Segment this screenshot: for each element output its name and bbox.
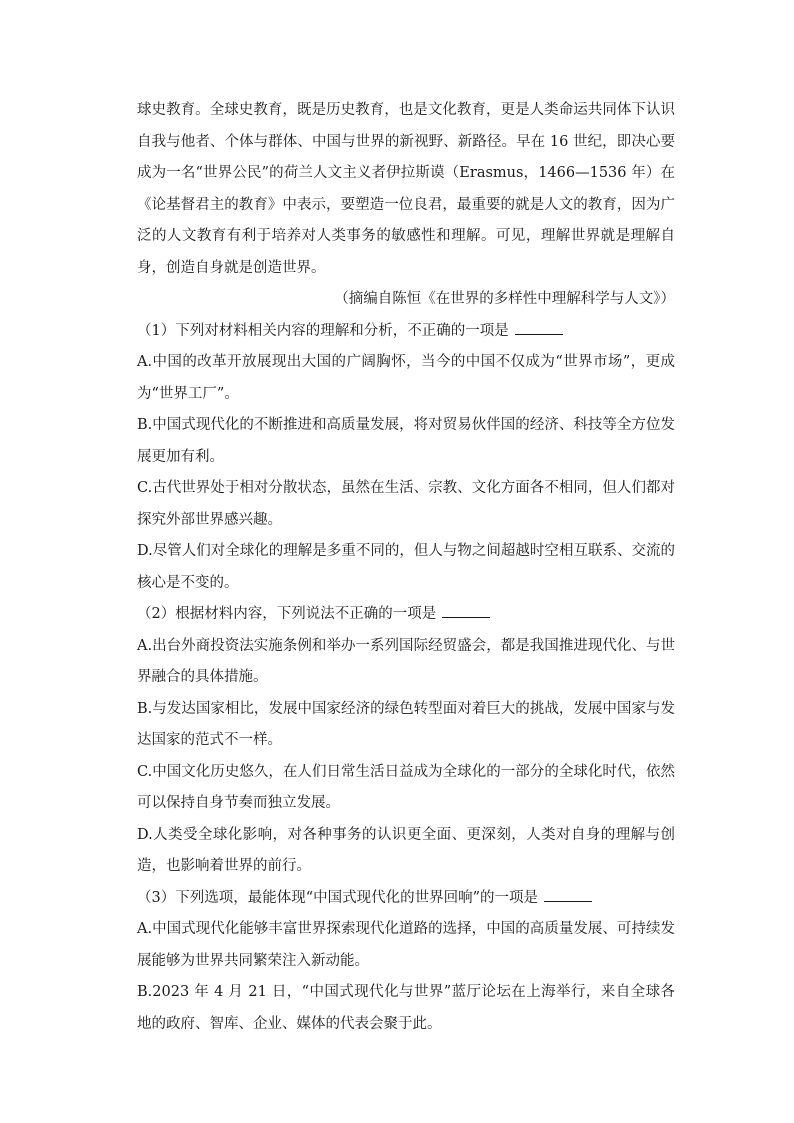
- passage-source: （摘编自陈恒《在世界的多样性中理解科学与人文》）: [334, 291, 675, 307]
- option-d: D.人类受全球化影响，对各种事务的认识更全面、更深刻，人类对自身的理解与创造，也影响着世界的前行。: [137, 826, 675, 874]
- option-a: A.中国的改革开放展现出大国的广阔胸怀，当今的中国不仅成为“世界市场”，更成为“世界工厂”。: [137, 354, 675, 402]
- option-b: B.2023 年 4 月 21 日，“中国式现代化与世界”蓝厅论坛在上海举行，来自全球各地的政府、智库、企业、媒体的代表会聚于此。: [137, 984, 675, 1032]
- answer-blank[interactable]: [544, 887, 592, 902]
- option-b: B.与发达国家相比，发展中国家经济的绿色转型面对着巨大的挑战，发展中国家与发达国家的范式不一样。: [137, 700, 675, 748]
- question-1: [137, 316, 675, 600]
- passage-text: 球史教育。全球史教育，既是历史教育，也是文化教育，更是人类命运共同体下认识自我与他者、个体与群体、中国与世界的新视野、新路径。早在 16 世纪，即决心要成为一名“世界公民”的荷兰人文主义者伊拉斯谟（Erasmus，1466—1536 年）在《论基督君主的教育》中表示，要塑造一位良君，最重要的就是人文的教育，因为广泛的人文教育有利于培养对人类事务的敏感性和理解。可见，理解世界就是理解自身，创造自身就是创造世界。: [137, 102, 675, 276]
- question-2: [137, 599, 675, 883]
- question-stem-text: （2）根据材料内容，下列说法不正确的一项是: [137, 606, 437, 622]
- answer-blank[interactable]: [515, 320, 563, 335]
- question-stem: [137, 883, 675, 915]
- option-c: C.古代世界处于相对分散状态，虽然在生活、宗教、文化方面各不相同，但人们都对探究外部世界感兴趣。: [137, 480, 675, 528]
- answer-blank[interactable]: [442, 603, 490, 618]
- question-stem-text: （1）下列对材料相关内容的理解和分析，不正确的一项是: [137, 322, 509, 339]
- option-b: B.中国式现代化的不断推进和高质量发展，将对贸易伙伴国的经济、科技等全方位发展更加有利。: [137, 417, 675, 465]
- question-stem-text: （3）下列选项，最能体现“中国式现代化的世界回响”的一项是: [137, 889, 539, 906]
- option-d: D.尽管人们对全球化的理解是多重不同的，但人与物之间超越时空相互联系、交流的核心是不变的。: [137, 543, 675, 591]
- option-a: A.中国式现代化能够丰富世界探索现代化道路的选择，中国的高质量发展、可持续发展能够为世界共同繁荣注入新动能。: [137, 921, 675, 969]
- question-3: [137, 883, 675, 1041]
- question-stem: [137, 599, 675, 631]
- question-stem: [137, 316, 675, 348]
- option-a: A.出台外商投资法实施条例和举办一系列国际经贸盛会，都是我国推进现代化、与世界融合的具体措施。: [137, 637, 675, 685]
- option-c: C.中国文化历史悠久，在人们日常生活日益成为全球化的一部分的全球化时代，依然可以保持自身节奏而独立发展。: [137, 763, 675, 811]
- document-page: [137, 95, 675, 1040]
